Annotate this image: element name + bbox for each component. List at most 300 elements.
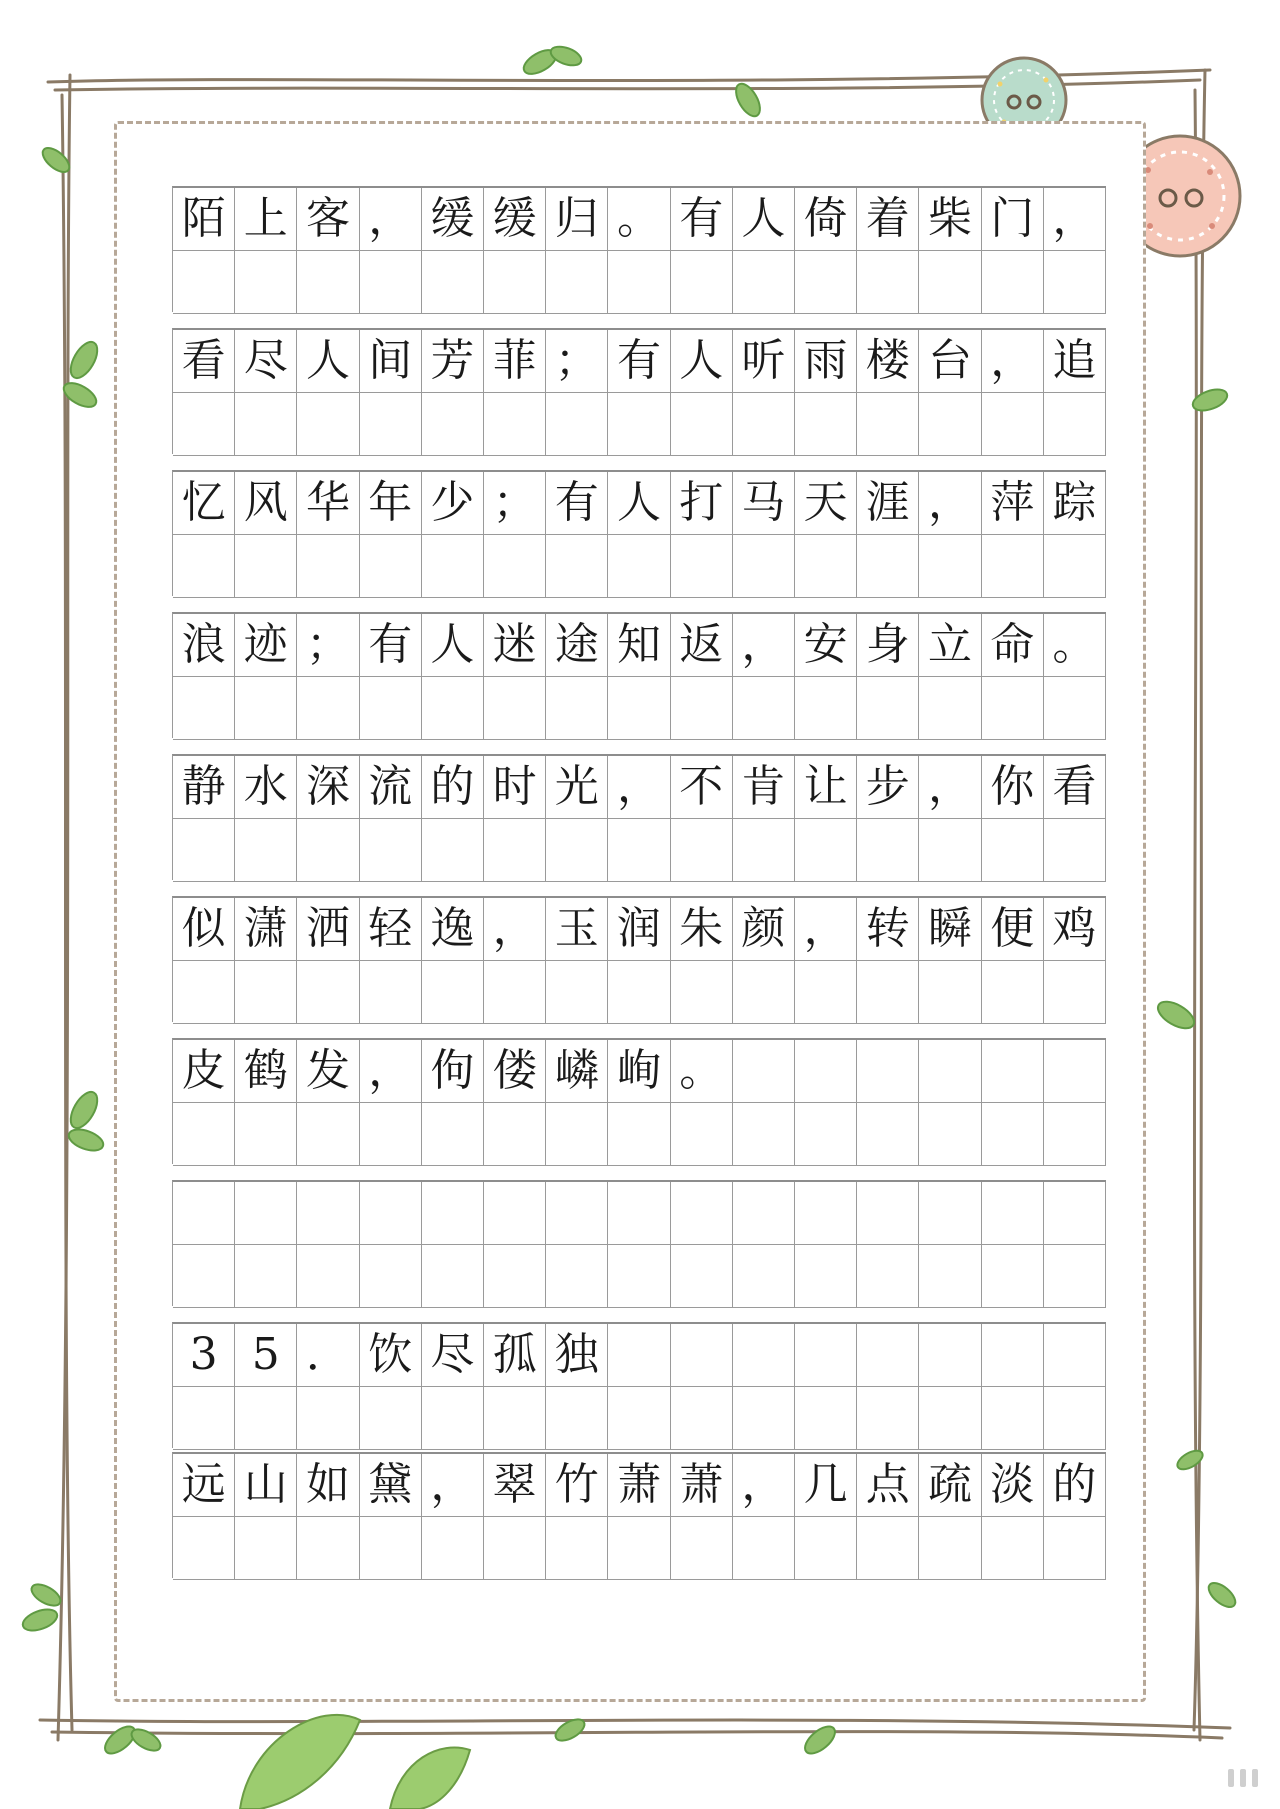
- character-cell: 菲: [484, 330, 546, 393]
- practice-cell: [422, 393, 484, 456]
- character-cell: 命: [982, 614, 1044, 677]
- practice-cell: [857, 1387, 919, 1450]
- practice-cell: [360, 961, 422, 1024]
- character-cell: 。: [1044, 614, 1106, 677]
- practice-cell: [360, 1245, 422, 1308]
- practice-cell: [982, 535, 1044, 598]
- character-cell: 孤: [484, 1324, 546, 1387]
- practice-cell: [919, 1103, 981, 1166]
- practice-cell: [857, 1103, 919, 1166]
- character-cell: 门: [982, 188, 1044, 251]
- practice-cell: [297, 1245, 359, 1308]
- character-cell: 淡: [982, 1454, 1044, 1517]
- character-cell: 间: [360, 330, 422, 393]
- character-cell: [1044, 1324, 1106, 1387]
- practice-cell: [671, 251, 733, 314]
- practice-cell: [173, 677, 235, 740]
- scroll-indicator: [1228, 1769, 1258, 1787]
- practice-cell: [795, 677, 857, 740]
- practice-cell: [173, 535, 235, 598]
- practice-cell: [546, 393, 608, 456]
- character-cell: ，: [484, 898, 546, 961]
- character-cell: 踪: [1044, 472, 1106, 535]
- character-cell: 楼: [857, 330, 919, 393]
- practice-cell: [608, 251, 670, 314]
- character-cell: 归: [546, 188, 608, 251]
- character-cell: 陌: [173, 188, 235, 251]
- character-cell: 便: [982, 898, 1044, 961]
- character-cell: 发: [297, 1040, 359, 1103]
- practice-row: [172, 896, 1106, 1022]
- practice-cell: [857, 961, 919, 1024]
- character-cell: 肯: [733, 756, 795, 819]
- practice-cell: [671, 1387, 733, 1450]
- character-cell: 颜: [733, 898, 795, 961]
- character-cell: 少: [422, 472, 484, 535]
- character-cell: ，: [422, 1454, 484, 1517]
- character-cell: 萧: [608, 1454, 670, 1517]
- character-cell: 润: [608, 898, 670, 961]
- practice-cell: [297, 1103, 359, 1166]
- practice-cell: [297, 393, 359, 456]
- character-cell: [982, 1324, 1044, 1387]
- practice-cell: [235, 1103, 297, 1166]
- character-cell: 马: [733, 472, 795, 535]
- practice-cell: [608, 393, 670, 456]
- character-cell: 疏: [919, 1454, 981, 1517]
- practice-cell: [671, 535, 733, 598]
- practice-cell: [173, 1245, 235, 1308]
- character-cell: 缓: [422, 188, 484, 251]
- character-cell: 深: [297, 756, 359, 819]
- practice-cell: [360, 251, 422, 314]
- character-cell: 返: [671, 614, 733, 677]
- practice-cell: [671, 1103, 733, 1166]
- character-cell: 迷: [484, 614, 546, 677]
- character-cell: 峋: [608, 1040, 670, 1103]
- practice-cell: [484, 819, 546, 882]
- character-cell: 如: [297, 1454, 359, 1517]
- character-cell: 人: [608, 472, 670, 535]
- character-cell: [733, 1040, 795, 1103]
- practice-cell: [173, 393, 235, 456]
- practice-cell: [173, 1517, 235, 1580]
- practice-cell: [1044, 677, 1106, 740]
- practice-cell: [608, 1103, 670, 1166]
- practice-cell: [608, 961, 670, 1024]
- character-cell: 鹤: [235, 1040, 297, 1103]
- character-cell: 转: [857, 898, 919, 961]
- practice-cell: [546, 1103, 608, 1166]
- character-cell: 忆: [173, 472, 235, 535]
- practice-cell: [297, 677, 359, 740]
- character-cell: 朱: [671, 898, 733, 961]
- character-cell: 你: [982, 756, 1044, 819]
- character-cell: 嶙: [546, 1040, 608, 1103]
- character-cell: 看: [173, 330, 235, 393]
- character-cell: 客: [297, 188, 359, 251]
- character-cell: 浪: [173, 614, 235, 677]
- practice-cell: [484, 393, 546, 456]
- character-cell: [857, 1040, 919, 1103]
- practice-row: [172, 1038, 1106, 1164]
- practice-cell: [733, 677, 795, 740]
- practice-row: [172, 470, 1106, 596]
- character-cell: 人: [297, 330, 359, 393]
- character-cell: 偻: [484, 1040, 546, 1103]
- character-cell: [671, 1182, 733, 1245]
- practice-cell: [919, 1387, 981, 1450]
- practice-cell: [235, 251, 297, 314]
- practice-cell: [982, 393, 1044, 456]
- character-cell: 鸡: [1044, 898, 1106, 961]
- character-cell: 人: [733, 188, 795, 251]
- practice-cell: [235, 819, 297, 882]
- practice-cell: [982, 251, 1044, 314]
- character-cell: 有: [608, 330, 670, 393]
- practice-cell: [484, 1103, 546, 1166]
- practice-cell: [857, 251, 919, 314]
- practice-cell: [173, 251, 235, 314]
- practice-cell: [235, 677, 297, 740]
- character-cell: ；: [297, 614, 359, 677]
- character-cell: 着: [857, 188, 919, 251]
- large-leaf-icon: [240, 1715, 470, 1809]
- character-cell: 安: [795, 614, 857, 677]
- character-cell: [1044, 1182, 1106, 1245]
- character-cell: 5: [235, 1324, 297, 1387]
- practice-cell: [173, 819, 235, 882]
- practice-cell: [422, 535, 484, 598]
- character-cell: 有: [671, 188, 733, 251]
- practice-cell: [795, 1517, 857, 1580]
- practice-cell: [982, 1245, 1044, 1308]
- practice-cell: [235, 393, 297, 456]
- practice-row: [172, 612, 1106, 738]
- practice-cell: [484, 251, 546, 314]
- character-cell: 潇: [235, 898, 297, 961]
- practice-cell: [857, 677, 919, 740]
- practice-cell: [297, 1517, 359, 1580]
- practice-cell: [360, 393, 422, 456]
- character-cell: 黛: [360, 1454, 422, 1517]
- character-cell: [1044, 1040, 1106, 1103]
- character-cell: ，: [982, 330, 1044, 393]
- practice-row: [172, 1322, 1106, 1448]
- practice-cell: [733, 535, 795, 598]
- practice-cell: [608, 677, 670, 740]
- character-cell: 身: [857, 614, 919, 677]
- practice-cell: [1044, 1387, 1106, 1450]
- practice-cell: [1044, 1103, 1106, 1166]
- character-cell: [671, 1324, 733, 1387]
- character-cell: 有: [360, 614, 422, 677]
- character-cell: 步: [857, 756, 919, 819]
- practice-cell: [360, 677, 422, 740]
- practice-row: [172, 754, 1106, 880]
- character-cell: 静: [173, 756, 235, 819]
- practice-cell: [1044, 535, 1106, 598]
- character-cell: ，: [733, 614, 795, 677]
- practice-cell: [919, 535, 981, 598]
- character-cell: [795, 1182, 857, 1245]
- practice-cell: [546, 1517, 608, 1580]
- practice-cell: [857, 535, 919, 598]
- practice-cell: [919, 1245, 981, 1308]
- practice-cell: [484, 677, 546, 740]
- practice-cell: [235, 1517, 297, 1580]
- character-cell: [919, 1040, 981, 1103]
- practice-cell: [173, 1387, 235, 1450]
- practice-cell: [173, 1103, 235, 1166]
- character-cell: 皮: [173, 1040, 235, 1103]
- character-cell: ；: [546, 330, 608, 393]
- character-cell: [919, 1324, 981, 1387]
- practice-cell: [235, 535, 297, 598]
- character-cell: 时: [484, 756, 546, 819]
- practice-cell: [1044, 961, 1106, 1024]
- character-cell: 洒: [297, 898, 359, 961]
- practice-cell: [546, 535, 608, 598]
- practice-cell: [422, 1245, 484, 1308]
- practice-cell: [733, 819, 795, 882]
- character-cell: ；: [484, 472, 546, 535]
- character-cell: ，: [919, 472, 981, 535]
- character-cell: [982, 1040, 1044, 1103]
- character-cell: [795, 1040, 857, 1103]
- practice-cell: [173, 961, 235, 1024]
- practice-cell: [546, 251, 608, 314]
- practice-cell: [857, 1517, 919, 1580]
- character-cell: 让: [795, 756, 857, 819]
- character-cell: ，: [360, 188, 422, 251]
- practice-cell: [733, 393, 795, 456]
- practice-cell: [919, 961, 981, 1024]
- practice-cell: [733, 1245, 795, 1308]
- character-cell: [608, 1182, 670, 1245]
- character-cell: [235, 1182, 297, 1245]
- practice-cell: [671, 819, 733, 882]
- practice-cell: [733, 1103, 795, 1166]
- practice-cell: [484, 1517, 546, 1580]
- practice-row: [172, 1452, 1106, 1578]
- character-cell: 独: [546, 1324, 608, 1387]
- character-cell: 光: [546, 756, 608, 819]
- practice-cell: [608, 535, 670, 598]
- practice-cell: [422, 961, 484, 1024]
- practice-cell: [360, 1517, 422, 1580]
- character-cell: 不: [671, 756, 733, 819]
- character-cell: [360, 1182, 422, 1245]
- practice-cell: [546, 819, 608, 882]
- character-cell: 尽: [422, 1324, 484, 1387]
- character-cell: 人: [422, 614, 484, 677]
- character-cell: 风: [235, 472, 297, 535]
- character-cell: ，: [733, 1454, 795, 1517]
- practice-cell: [919, 251, 981, 314]
- practice-cell: [795, 1103, 857, 1166]
- practice-cell: [422, 677, 484, 740]
- practice-cell: [297, 1387, 359, 1450]
- practice-cell: [857, 393, 919, 456]
- character-cell: [297, 1182, 359, 1245]
- character-cell: 途: [546, 614, 608, 677]
- practice-cell: [484, 535, 546, 598]
- practice-cell: [795, 961, 857, 1024]
- practice-cell: [1044, 819, 1106, 882]
- practice-cell: [546, 1245, 608, 1308]
- practice-cell: [235, 1245, 297, 1308]
- practice-grid: [172, 186, 1106, 1578]
- practice-cell: [608, 1245, 670, 1308]
- character-cell: 萧: [671, 1454, 733, 1517]
- character-cell: 缓: [484, 188, 546, 251]
- practice-cell: [795, 393, 857, 456]
- practice-cell: [1044, 251, 1106, 314]
- practice-cell: [546, 1387, 608, 1450]
- practice-cell: [671, 1245, 733, 1308]
- practice-cell: [1044, 1517, 1106, 1580]
- practice-cell: [360, 1387, 422, 1450]
- practice-cell: [360, 819, 422, 882]
- practice-cell: [671, 961, 733, 1024]
- practice-row: [172, 328, 1106, 454]
- practice-cell: [982, 1103, 1044, 1166]
- character-cell: 华: [297, 472, 359, 535]
- character-cell: ，: [1044, 188, 1106, 251]
- practice-cell: [546, 677, 608, 740]
- practice-cell: [360, 1103, 422, 1166]
- practice-cell: [919, 819, 981, 882]
- character-cell: 远: [173, 1454, 235, 1517]
- character-cell: 上: [235, 188, 297, 251]
- character-cell: 山: [235, 1454, 297, 1517]
- practice-cell: [982, 1387, 1044, 1450]
- character-cell: 年: [360, 472, 422, 535]
- character-cell: 。: [671, 1040, 733, 1103]
- character-cell: 似: [173, 898, 235, 961]
- character-cell: 尽: [235, 330, 297, 393]
- character-cell: [857, 1182, 919, 1245]
- practice-cell: [484, 1387, 546, 1450]
- practice-row: [172, 186, 1106, 312]
- practice-cell: [733, 251, 795, 314]
- character-cell: 佝: [422, 1040, 484, 1103]
- character-cell: 轻: [360, 898, 422, 961]
- character-cell: [608, 1324, 670, 1387]
- character-cell: 瞬: [919, 898, 981, 961]
- practice-cell: [982, 1517, 1044, 1580]
- character-cell: 打: [671, 472, 733, 535]
- practice-cell: [422, 251, 484, 314]
- character-cell: [733, 1182, 795, 1245]
- practice-cell: [608, 1517, 670, 1580]
- character-cell: 追: [1044, 330, 1106, 393]
- character-cell: 雨: [795, 330, 857, 393]
- character-cell: 倚: [795, 188, 857, 251]
- character-cell: 逸: [422, 898, 484, 961]
- character-cell: 玉: [546, 898, 608, 961]
- character-cell: 竹: [546, 1454, 608, 1517]
- character-cell: [422, 1182, 484, 1245]
- practice-cell: [1044, 393, 1106, 456]
- practice-cell: [671, 393, 733, 456]
- practice-cell: [982, 961, 1044, 1024]
- practice-cell: [919, 1517, 981, 1580]
- practice-cell: [857, 1245, 919, 1308]
- practice-cell: [919, 393, 981, 456]
- character-cell: ，: [919, 756, 981, 819]
- character-cell: 天: [795, 472, 857, 535]
- practice-cell: [671, 677, 733, 740]
- character-cell: [982, 1182, 1044, 1245]
- character-cell: 迹: [235, 614, 297, 677]
- character-cell: [919, 1182, 981, 1245]
- practice-cell: [235, 961, 297, 1024]
- practice-cell: [608, 819, 670, 882]
- character-cell: 。: [608, 188, 670, 251]
- character-cell: ，: [360, 1040, 422, 1103]
- practice-cell: [1044, 1245, 1106, 1308]
- character-cell: 芳: [422, 330, 484, 393]
- character-cell: [857, 1324, 919, 1387]
- character-cell: 的: [422, 756, 484, 819]
- character-cell: [484, 1182, 546, 1245]
- practice-cell: [484, 961, 546, 1024]
- practice-cell: [422, 1103, 484, 1166]
- practice-cell: [795, 1245, 857, 1308]
- character-cell: ，: [608, 756, 670, 819]
- character-cell: [795, 1324, 857, 1387]
- character-cell: 知: [608, 614, 670, 677]
- practice-cell: [297, 961, 359, 1024]
- character-cell: 台: [919, 330, 981, 393]
- practice-cell: [919, 677, 981, 740]
- practice-cell: [546, 961, 608, 1024]
- practice-cell: [484, 1245, 546, 1308]
- practice-cell: [608, 1387, 670, 1450]
- character-cell: 人: [671, 330, 733, 393]
- character-cell: 的: [1044, 1454, 1106, 1517]
- practice-cell: [795, 819, 857, 882]
- practice-cell: [982, 677, 1044, 740]
- character-cell: 看: [1044, 756, 1106, 819]
- practice-cell: [235, 1387, 297, 1450]
- practice-cell: [982, 819, 1044, 882]
- character-cell: [173, 1182, 235, 1245]
- practice-cell: [297, 535, 359, 598]
- practice-row: [172, 1180, 1106, 1306]
- practice-cell: [422, 819, 484, 882]
- practice-cell: [857, 819, 919, 882]
- character-cell: 涯: [857, 472, 919, 535]
- character-cell: 翠: [484, 1454, 546, 1517]
- character-cell: [733, 1324, 795, 1387]
- character-cell: ．: [297, 1324, 359, 1387]
- character-cell: 流: [360, 756, 422, 819]
- practice-cell: [671, 1517, 733, 1580]
- practice-cell: [297, 251, 359, 314]
- practice-cell: [795, 535, 857, 598]
- practice-cell: [733, 1517, 795, 1580]
- character-cell: 有: [546, 472, 608, 535]
- character-cell: [546, 1182, 608, 1245]
- practice-cell: [795, 1387, 857, 1450]
- character-cell: 点: [857, 1454, 919, 1517]
- practice-cell: [733, 961, 795, 1024]
- character-cell: ，: [795, 898, 857, 961]
- character-cell: 饮: [360, 1324, 422, 1387]
